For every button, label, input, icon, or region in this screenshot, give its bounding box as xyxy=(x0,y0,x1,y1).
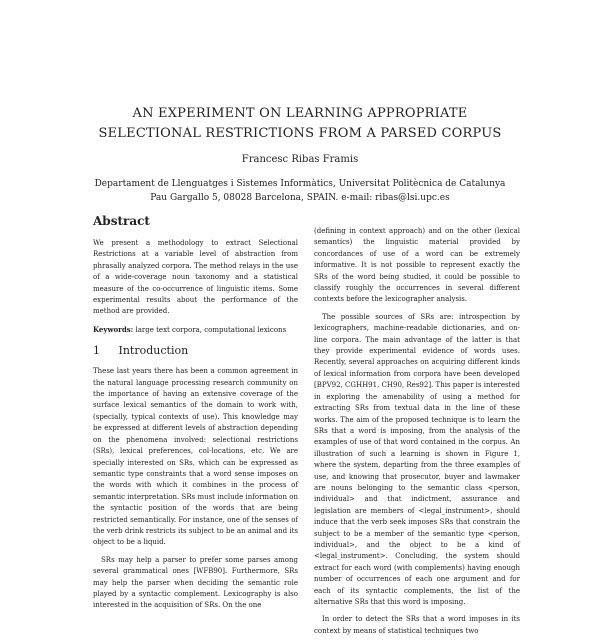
title-line-2: SELECTIONAL RESTRICTIONS FROM A PARSED CORPUS xyxy=(98,126,502,141)
keywords-text: large text corpora, computational lexicons xyxy=(135,325,287,334)
title-line-1: AN EXPERIMENT ON LEARNING APPROPRIATE xyxy=(132,106,468,121)
section-title: Introduction xyxy=(118,344,189,358)
right-column xyxy=(314,226,520,643)
abstract-heading: Abstract xyxy=(93,214,150,228)
right-paragraph-3: In order to detect the SRs that a word imposes in its context by means of statistical techniques two xyxy=(314,615,520,635)
left-column xyxy=(93,214,298,618)
author-name: Francesc Ribas Framis xyxy=(241,154,359,165)
abstract-text: We present a methodology to extract Selectional Restrictions at a variable level of abstraction from phrasally analyzed corpora. The method relays in the use of a wide-coverage noun taxonomy and a statistical measure of the co-occurrence of linguistic items. Some experimental results about the performance of the method are provided. xyxy=(93,239,298,316)
keywords-label: Keywords: xyxy=(93,324,134,334)
affiliation-line-2: Pau Gargallo 5, 08028 Barcelona, SPAIN. e-mail: ribas@lsi.upc.es xyxy=(150,193,450,203)
paper-title xyxy=(60,104,540,144)
intro-paragraph-2: SRs may help a parser to prefer some parses among several grammatical ones [WFB90]. Furthermore, SRs may help the parser when deciding the semantic role played by a syntactic complement. Lexicography is also interested in the acquisition of SRs. On the one xyxy=(93,555,298,610)
section-heading-introduction xyxy=(93,344,298,358)
right-paragraph-2: The possible sources of SRs are: introspection by lexicographers, machine-readable dictionaries, and on-line corpora. The main advantage of the latter is that they provide experimental evidence of words uses. Recently, several approaches on acquiring different kinds of lexical information from corpora have been developed [BPV92, CGHH91, CH90, Res92]. This paper is interested in exploring the amenability of using a method for extracting SRs from textual data in the line of these works. The aim of the proposed technique is to learn the SRs that a word is imposing, from the analysis of the examples of use of that word contained in the corpus. An illustration of such a learning is shown in Figure 1, where the system, departing from the three examples of use, and knowing that prosecutor, buyer and lawmaker are nouns belonging to the semantic class <person, individual> and that indictment, assurance and legislation are members of <legal_instrument>, should induce that the verb seek imposes SRs that constrain the subject to be a member of the semantic type <person, individual>, and the object to be a kind of <legal_instrument>. Concluding, the system should extract for each word (with complements) having enough number of occurrences of each one argument and for each of its syntactic complements, the list of the alternative SRs that this word is imposing. xyxy=(314,312,520,606)
affiliation xyxy=(60,177,540,205)
right-paragraph-1: (defining in context approach) and on the other (lexical semantics) the linguistic material provided by concordances of use of a word can be extremely informative. It is not possible to represent exactly the SRs of the word being studied, it could be possible to classify roughly the occurrences in several different contexts before the lexicographer analysis. xyxy=(314,227,520,304)
intro-paragraph-1: These last years there has been a common agreement in the natural language processing research community on the importance of having an extensive coverage of the surface lexical semantics of the domain to work with, (specially, typical contexts of use). This knowledge may be expressed at different levels of abstraction depending on the phenomena involved: selectional restrictions (SRs), lexical preferences, col-locations, etc. We are specially interested on SRs, which can be expressed as semantic type constraints that a word sense imposes on the words with which it combines in the process of semantic interpretation. SRs must include information on the syntactic position of the words that are being restricted semantically. For instance, one of the senses of the verb drink restricts its subject to be an animal and its object to be a liquid. xyxy=(93,367,298,547)
section-number: 1 xyxy=(93,344,100,358)
keywords xyxy=(93,324,298,336)
affiliation-line-1: Departament de Llenguatges i Sistemes Informàtics, Universitat Politècnica de Catalunya xyxy=(94,179,506,189)
